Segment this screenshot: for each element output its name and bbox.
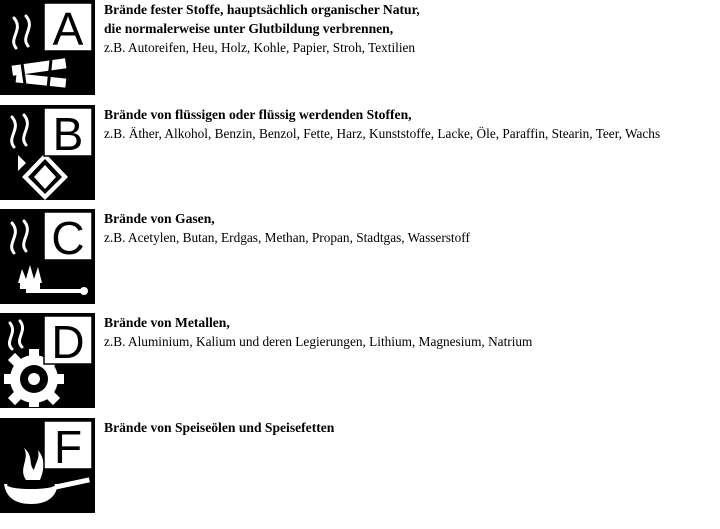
- class-heading-line: Brände fester Stoffe, hauptsächlich organischer Natur,: [104, 2, 420, 17]
- class-heading-line: Brände von Speiseölen und Speisefetten: [104, 420, 335, 435]
- fire-class-b: [0, 105, 720, 200]
- fire-class-a: [0, 0, 720, 95]
- fire-class-b-pictogram: [0, 105, 95, 200]
- class-examples: z.B. Äther, Alkohol, Benzin, Benzol, Fette, Harz, Kunststoffe, Lacke, Öle, Paraffin, Stearin, Teer, Wachs: [104, 126, 661, 141]
- class-heading-line: die normalerweise unter Glutbildung verbrennen,: [104, 21, 394, 36]
- class-examples: z.B. Aluminium, Kalium und deren Legierungen, Lithium, Magnesium, Natrium: [104, 334, 533, 349]
- class-letter: B: [52, 108, 84, 160]
- fire-class-a-pictogram: [0, 0, 95, 95]
- class-heading-line: Brände von Gasen,: [104, 211, 215, 226]
- class-examples: z.B. Acetylen, Butan, Erdgas, Methan, Propan, Stadtgas, Wasserstoff: [104, 230, 470, 245]
- class-letter: A: [52, 3, 84, 55]
- class-letter: C: [51, 212, 85, 264]
- class-letter: D: [51, 316, 85, 368]
- class-letter: F: [53, 421, 83, 473]
- class-heading-line: Brände von Metallen,: [104, 315, 230, 330]
- class-heading-line: Brände von flüssigen oder flüssig werdenden Stoffen,: [104, 107, 412, 122]
- fire-class-d-pictogram: [0, 313, 95, 408]
- class-examples: z.B. Autoreifen, Heu, Holz, Kohle, Papier, Stroh, Textilien: [104, 40, 416, 55]
- fire-class-c: [0, 209, 720, 304]
- fire-class-d: [0, 313, 720, 408]
- fire-class-f-pictogram: [0, 418, 95, 513]
- fire-class-c-pictogram: [0, 209, 95, 304]
- fire-class-f: [0, 418, 720, 513]
